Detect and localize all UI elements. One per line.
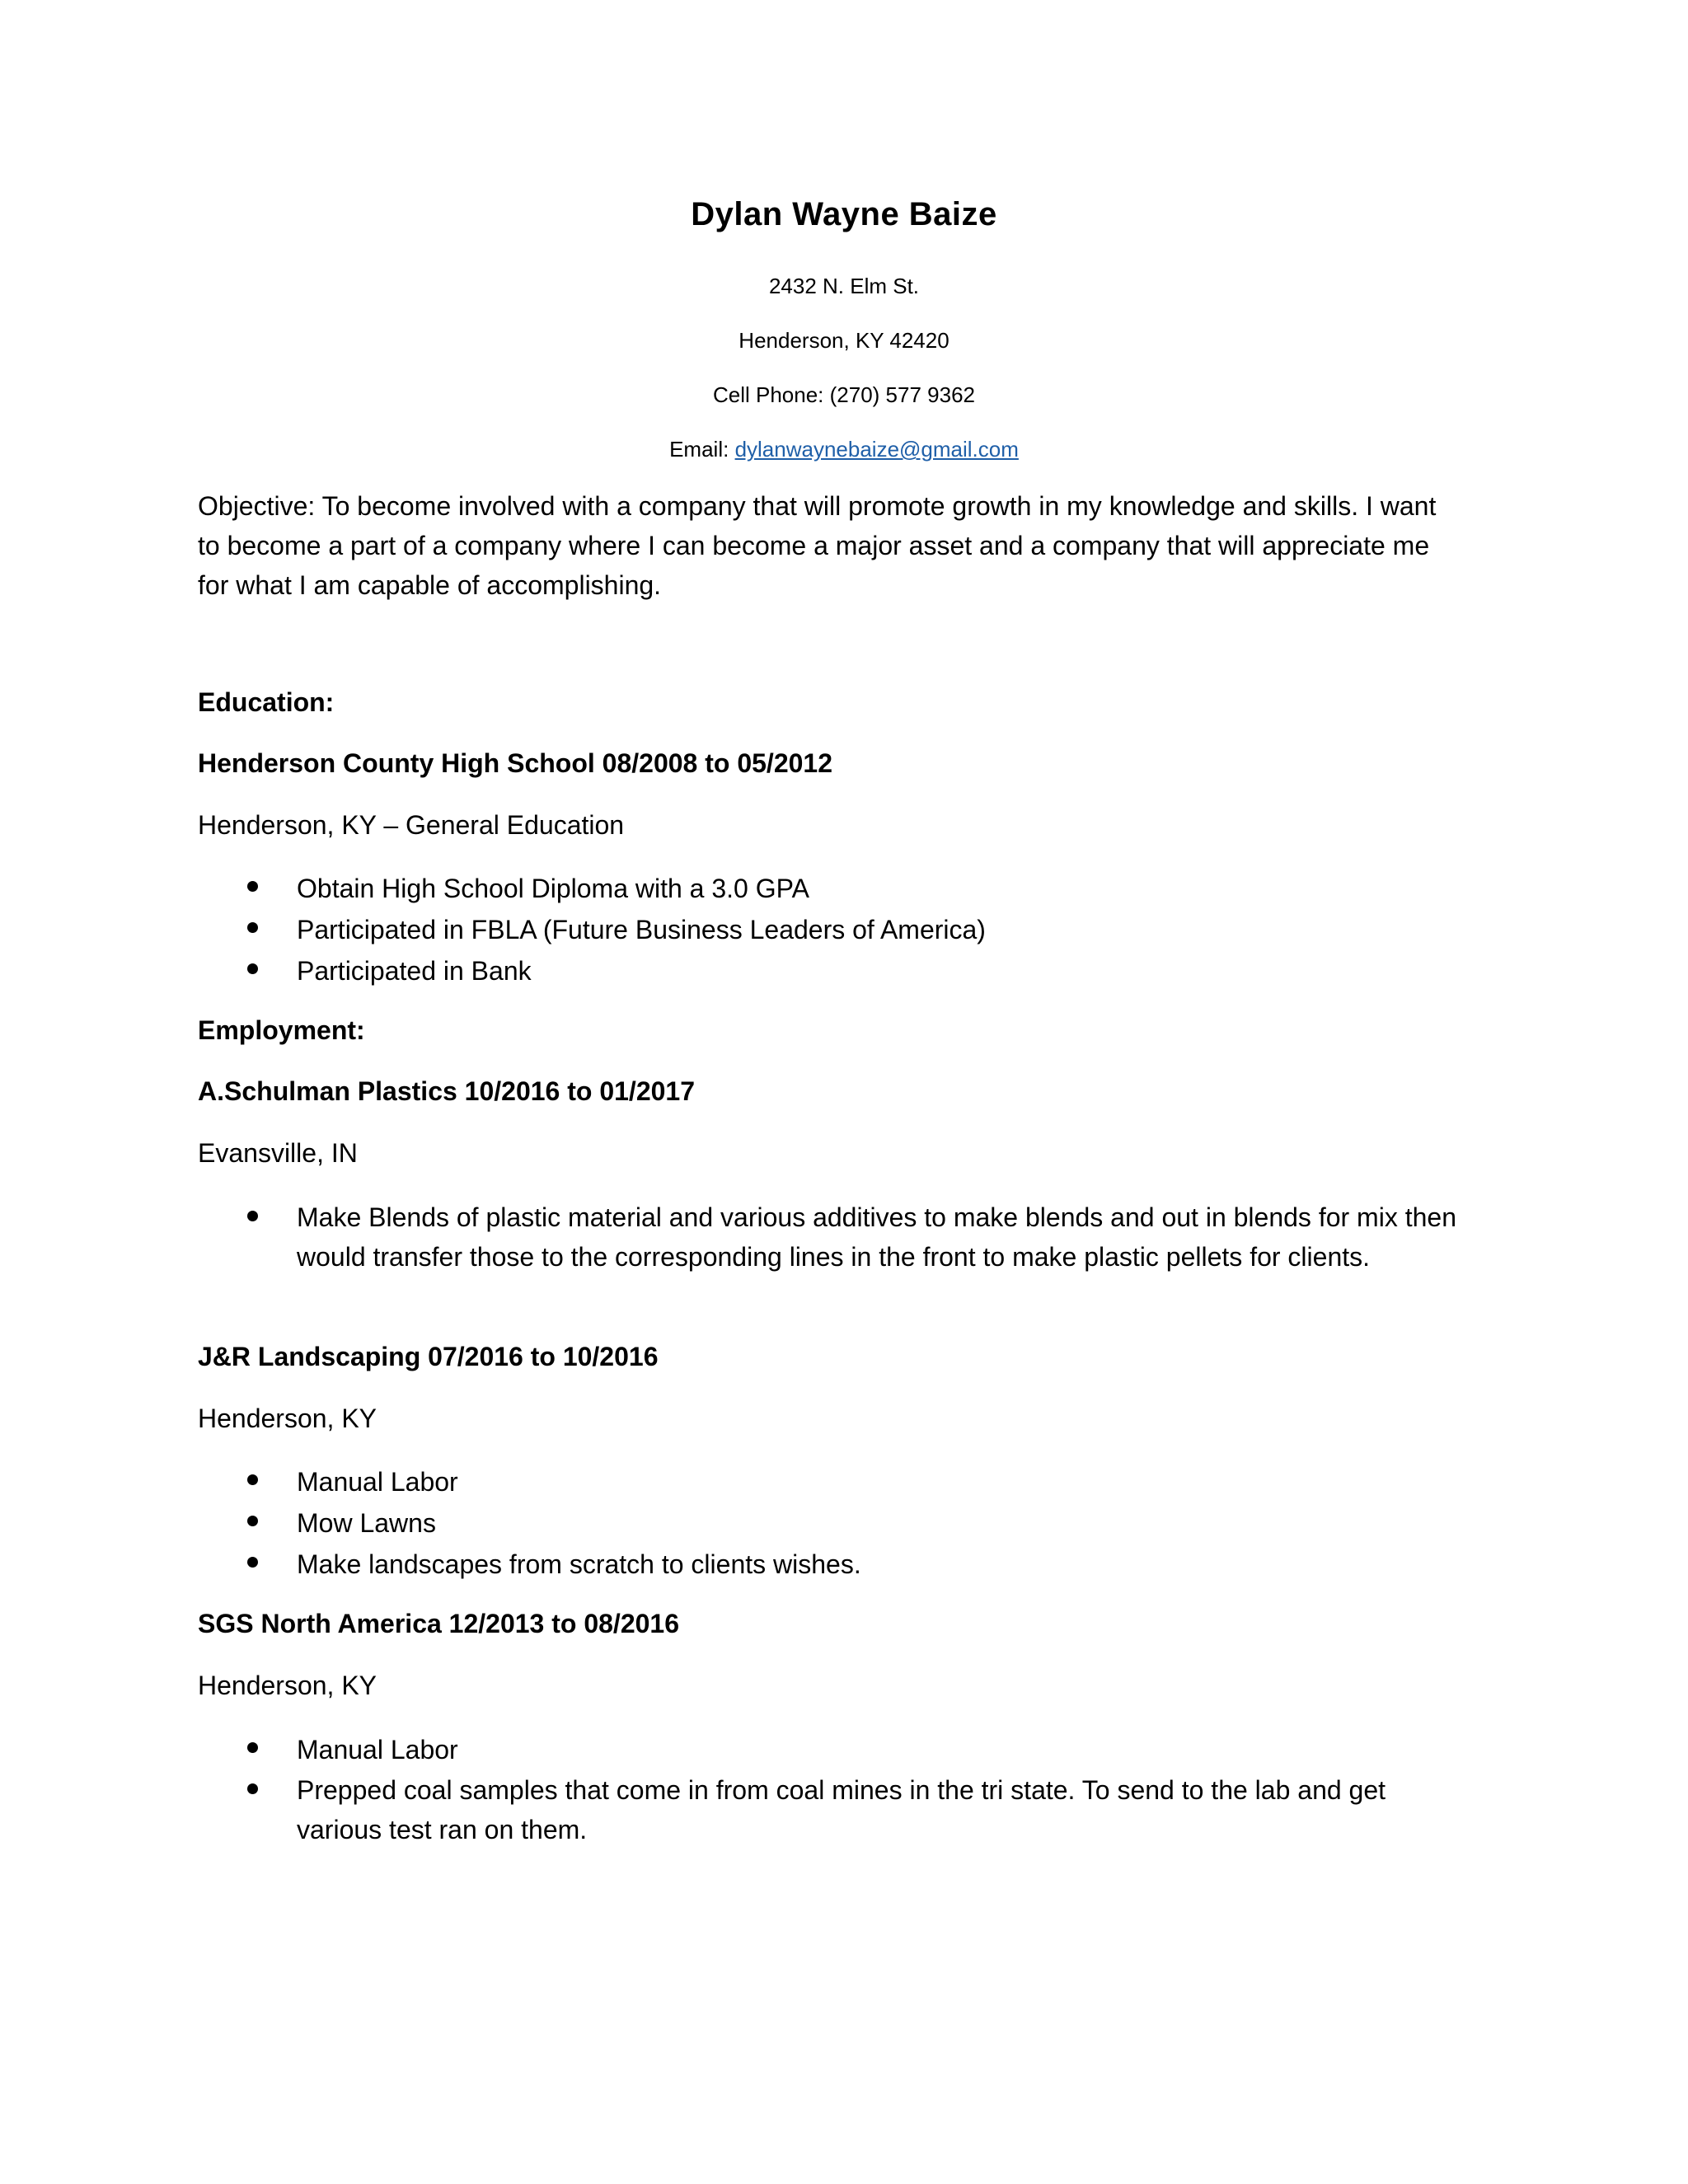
- employment-entry-title: SGS North America 12/2013 to 08/2016: [198, 1609, 679, 1638]
- list-item: [198, 868, 1467, 909]
- bullet-text: Make landscapes from scratch to clients wishes.: [297, 1549, 861, 1579]
- employment-entry-title: J&R Landscaping 07/2016 to 10/2016: [198, 1342, 659, 1371]
- education-entry-title: Henderson County High School 08/2008 to 05/2012: [198, 748, 832, 778]
- bullet-icon: [247, 881, 258, 892]
- list-item: [198, 1729, 1467, 1770]
- education-bullet-list: [198, 868, 1467, 991]
- bullet-icon: [247, 963, 258, 974]
- bullet-text: Make Blends of plastic material and various additives to make blends and out in blends for mix then would transfer those to the corresponding lines in the front to make plastic pellets for clients.: [297, 1202, 1456, 1272]
- employment-entry-location: Evansville, IN: [198, 1138, 358, 1168]
- bullet-text: Participated in FBLA (Future Business Leaders of America): [297, 915, 986, 944]
- employment-bullet-list: [198, 1197, 1467, 1277]
- address-line-1: 2432 N. Elm St.: [768, 274, 920, 298]
- bullet-text: Manual Labor: [297, 1467, 458, 1497]
- employment-entry-location: Henderson, KY: [198, 1671, 377, 1700]
- bullet-icon: [247, 1474, 258, 1485]
- bullet-text: Mow Lawns: [297, 1508, 436, 1538]
- bullet-icon: [247, 1557, 258, 1568]
- employment-bullet-list: [198, 1729, 1467, 1849]
- bullet-icon: [247, 1516, 258, 1526]
- employment-bullet-list: [198, 1461, 1467, 1585]
- list-item: [198, 950, 1467, 991]
- email-link[interactable]: dylanwaynebaize@gmail.com: [734, 437, 1019, 462]
- employment-entry-title: A.Schulman Plastics 10/2016 to 01/2017: [198, 1076, 695, 1106]
- bullet-text: Participated in Bank: [297, 956, 532, 986]
- bullet-icon: [247, 922, 258, 933]
- employment-heading: Employment:: [198, 1015, 365, 1045]
- bullet-icon: [247, 1783, 258, 1794]
- education-entry-location: Henderson, KY – General Education: [198, 810, 625, 840]
- bullet-icon: [247, 1211, 258, 1221]
- phone-line: Cell Phone: (270) 577 9362: [712, 382, 975, 407]
- list-item: [198, 1197, 1467, 1277]
- employment-entry-location: Henderson, KY: [198, 1404, 377, 1433]
- bullet-text: Manual Labor: [297, 1735, 458, 1765]
- list-item: [198, 909, 1467, 950]
- list-item: [198, 1461, 1467, 1502]
- bullet-text: Obtain High School Diploma with a 3.0 GPA: [297, 874, 809, 903]
- list-item: [198, 1770, 1467, 1849]
- address-line-2: Henderson, KY 42420: [738, 328, 950, 353]
- objective-text: Objective: To become involved with a company that will promote growth in my knowledge and skills. I want to become a part of a company where I can become a major asset and a company that will appreciate me for what I am capable of accomplishing.: [198, 491, 1437, 600]
- resume-name: Dylan Wayne Baize: [691, 196, 997, 232]
- email-label: Email:: [669, 437, 735, 462]
- bullet-icon: [247, 1742, 258, 1753]
- education-heading: Education:: [198, 687, 335, 717]
- list-item: [198, 1544, 1467, 1585]
- list-item: [198, 1502, 1467, 1544]
- email-line: [0, 437, 1688, 462]
- bullet-text: Prepped coal samples that come in from coal mines in the tri state. To send to the lab and get various test ran on them.: [297, 1775, 1386, 1844]
